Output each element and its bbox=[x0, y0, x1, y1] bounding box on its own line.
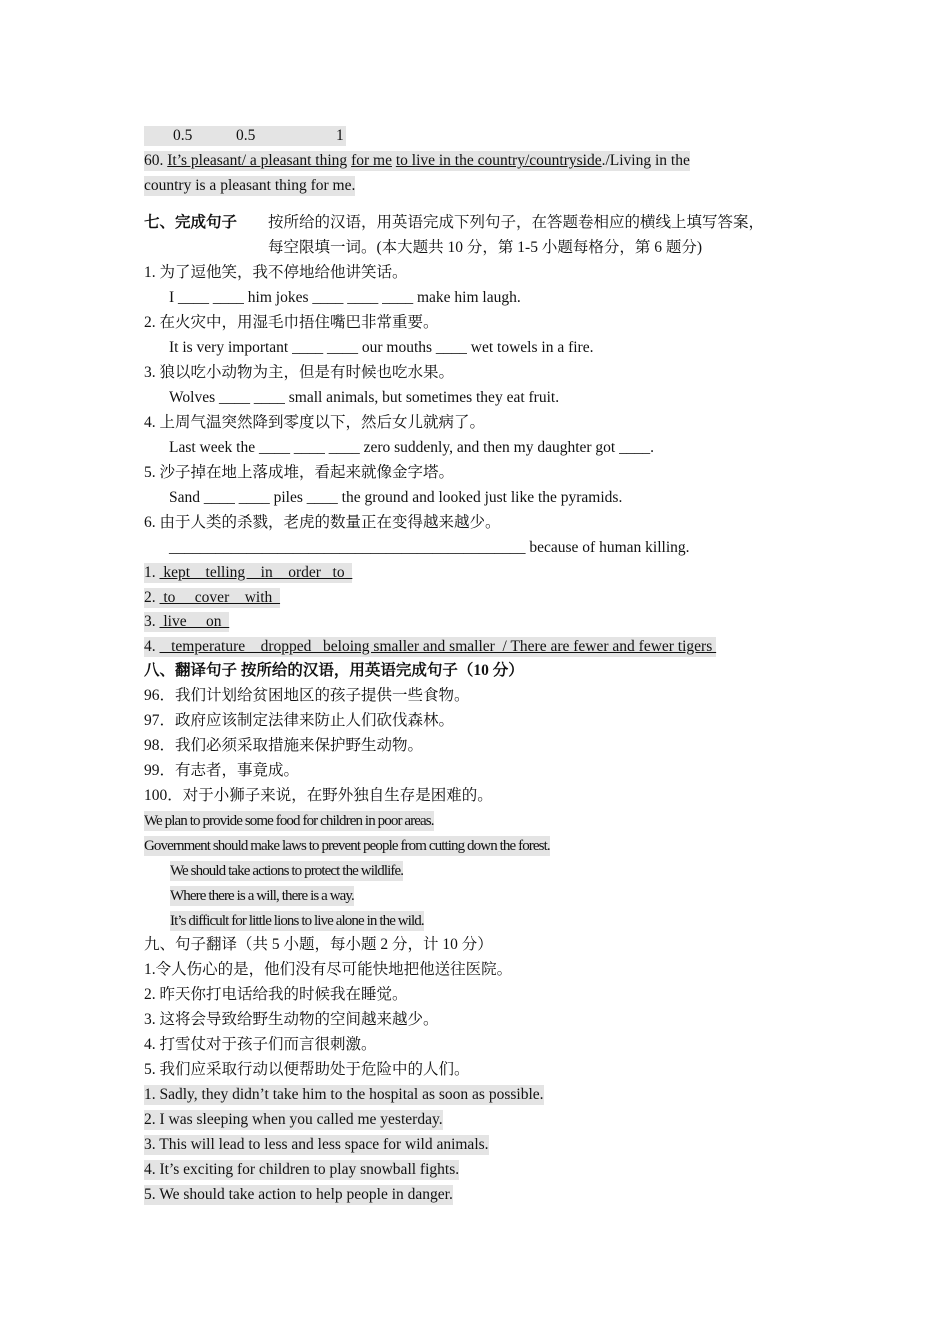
s8-answer-97: Government should make laws to prevent people from cutting down the forest. bbox=[144, 838, 550, 854]
s7-item-5-en: Sand ____ ____ piles ____ the ground and looked just like the pyramids. bbox=[169, 489, 623, 506]
s9-answer-2: 2. I was sleeping when you called me yesterday. bbox=[144, 1111, 443, 1128]
s8-item-97: 97．政府应该制定法律来防止人们砍伐森林。 bbox=[144, 712, 455, 729]
q60-answer-line1: 60. It’s pleasant/ a pleasant thing for me to live in the country/countryside./Living in the bbox=[144, 152, 690, 169]
s8-answer-96: We plan to provide some food for children in poor areas. bbox=[144, 813, 434, 829]
score-2: 0.5 bbox=[236, 127, 256, 144]
q60-part2: for me bbox=[351, 152, 392, 169]
s9-item-4: 4. 打雪仗对于孩子们而言很刺激。 bbox=[144, 1036, 377, 1053]
q60-part1: It’s pleasant/ a pleasant thing bbox=[167, 152, 348, 169]
s9-answer-4: 4. It’s exciting for children to play snowball fights. bbox=[144, 1161, 460, 1178]
s7-item-3-en: Wolves ____ ____ small animals, but sometimes they eat fruit. bbox=[169, 389, 560, 406]
section8-title: 八、翻译句子 按所给的汉语，用英语完成句子（10 分） bbox=[144, 662, 524, 679]
s7-answer-1: 1. kept telling in order to bbox=[144, 564, 353, 581]
s8-item-96: 96．我们计划给贫困地区的孩子提供一些食物。 bbox=[144, 687, 470, 704]
s7-item-5-cn: 5. 沙子掉在地上落成堆，看起来就像金字塔。 bbox=[144, 464, 455, 481]
s8-answer-98: We should take actions to protect the wildlife. bbox=[170, 863, 404, 879]
section9-title: 九、句子翻译（共 5 小题，每小题 2 分，计 10 分） bbox=[144, 936, 493, 953]
s8-answer-99: Where there is a will, there is a way. bbox=[170, 888, 354, 904]
score-3: 1 bbox=[336, 127, 344, 144]
s7-item-3-cn: 3. 狼以吃小动物为主，但是有时候也吃水果。 bbox=[144, 364, 455, 381]
s9-answer-1: 1. Sadly, they didn’t take him to the hospital as soon as possible. bbox=[144, 1086, 544, 1103]
s9-item-3: 3. 这将会导致给野生动物的空间越来越少。 bbox=[144, 1011, 439, 1028]
s7-answer-2: 2. to cover with bbox=[144, 589, 281, 606]
s7-answer-4: 4. temperature dropped beloing smaller and smaller / There are fewer and fewer tigers bbox=[144, 638, 717, 655]
s9-item-5: 5. 我们应采取行动以便帮助处于危险中的人们。 bbox=[144, 1061, 470, 1078]
s7-answer-3: 3. live on bbox=[144, 613, 230, 630]
section7-instruction-1: 按所给的汉语，用英语完成下列句子，在答题卷相应的横线上填写答案， bbox=[268, 214, 765, 231]
score-1: 0.5 bbox=[173, 127, 193, 144]
s8-item-100: 100．对于小狮子来说，在野外独自生存是困难的。 bbox=[144, 787, 493, 804]
s7-item-1-en: I ____ ____ him jokes ____ ____ ____ make him laugh. bbox=[169, 289, 521, 306]
s8-item-99: 99．有志者，事竟成。 bbox=[144, 762, 300, 779]
section7-title: 七、完成句子 bbox=[144, 214, 238, 231]
s9-answer-5: 5. We should take action to help people in danger. bbox=[144, 1186, 453, 1203]
q60-answer-line2: country is a pleasant thing for me. bbox=[144, 177, 356, 194]
s8-answer-100: It’s difficult for little lions to live alone in the wild. bbox=[170, 913, 424, 929]
s7-item-2-cn: 2. 在火灾中，用湿毛巾捂住嘴巴非常重要。 bbox=[144, 314, 439, 331]
s7-item-6-en: ______________________________________________ because of human killing. bbox=[169, 539, 690, 556]
s7-item-2-en: It is very important ____ ____ our mouths ____ wet towels in a fire. bbox=[169, 339, 594, 356]
score-row bbox=[144, 126, 346, 146]
s7-item-4-en: Last week the ____ ____ ____ zero suddenly, and then my daughter got ____. bbox=[169, 439, 654, 456]
q60-part3: to live in the country/countryside bbox=[395, 152, 602, 169]
section7-instruction-2: 每空限填一词。(本大题共 10 分，第 1-5 小题每格分，第 6 题分) bbox=[268, 239, 702, 256]
s7-item-4-cn: 4. 上周气温突然降到零度以下，然后女儿就病了。 bbox=[144, 414, 486, 431]
s7-item-6-cn: 6. 由于人类的杀戮，老虎的数量正在变得越来越少。 bbox=[144, 514, 501, 531]
s9-answer-3: 3. This will lead to less and less space for wild animals. bbox=[144, 1136, 489, 1153]
s7-item-1-cn: 1. 为了逗他笑，我不停地给他讲笑话。 bbox=[144, 264, 408, 281]
s9-item-1: 1.令人伤心的是，他们没有尽可能快地把他送往医院。 bbox=[144, 961, 513, 978]
s9-item-2: 2. 昨天你打电话给我的时候我在睡觉。 bbox=[144, 986, 408, 1003]
s8-item-98: 98．我们必须采取措施来保护野生动物。 bbox=[144, 737, 424, 754]
